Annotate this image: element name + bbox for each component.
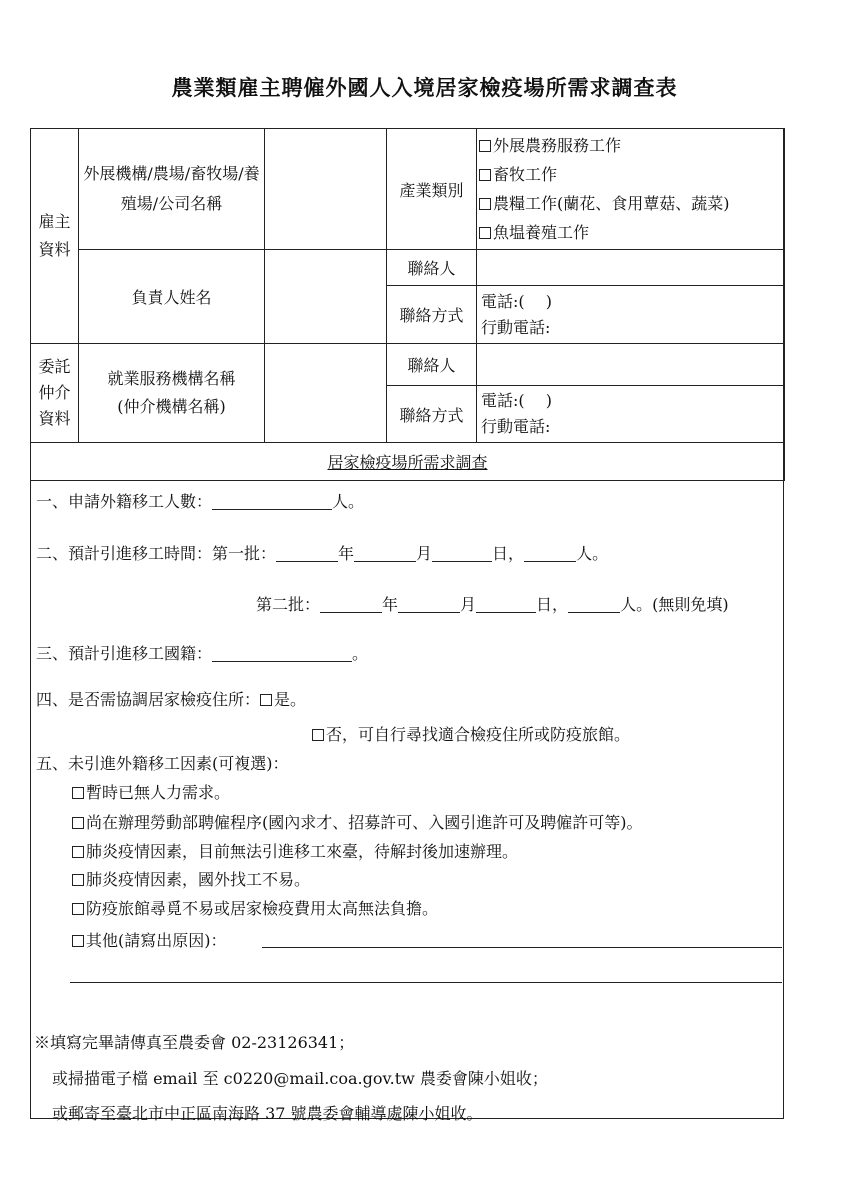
company-name-label: 外展機構/農場/畜牧場/養殖場/公司名稱 xyxy=(79,129,265,250)
agency-contact-method-label: 聯絡方式 xyxy=(387,386,477,443)
agency-section-label: 委託仲介資料 xyxy=(31,344,79,443)
agency-contact-method-field[interactable] xyxy=(477,386,785,443)
q2b-label: 第二批： xyxy=(256,595,321,614)
checkbox-icon[interactable] xyxy=(72,874,84,886)
q1-suffix: 人。 xyxy=(332,492,365,511)
industry-option[interactable]: 外展農務服務工作 xyxy=(479,131,780,160)
month-field[interactable] xyxy=(398,596,460,613)
industry-options xyxy=(477,129,785,250)
q3-row xyxy=(36,641,368,664)
q5-option: 暫時已無人力需求。 xyxy=(72,780,230,803)
footer-fax-line: ※填寫完畢請傳真至農委會 02-23126341； xyxy=(34,1033,355,1052)
day-field[interactable] xyxy=(476,596,536,613)
industry-option[interactable]: 畜牧工作 xyxy=(479,160,780,189)
page-title: 農業類雇主聘僱外國人入境居家檢疫場所需求調查表 xyxy=(171,75,678,100)
checkbox-icon[interactable] xyxy=(72,935,84,947)
survey-heading-cell xyxy=(31,443,785,481)
q3-label: 三、預計引進移工國籍： xyxy=(36,644,213,663)
q3-suffix: 。 xyxy=(352,644,369,663)
q4-row xyxy=(36,687,306,710)
info-table xyxy=(30,128,785,481)
footer-email-line: 或掃描電子檔 email 至 c0220@mail.coa.gov.tw 農委會陳小姐收； xyxy=(52,1069,548,1088)
agency-name-field[interactable] xyxy=(265,344,387,443)
day-unit: 日， xyxy=(536,595,569,614)
checkbox-icon[interactable] xyxy=(479,227,491,239)
q5-option: 尚在辦理勞動部聘僱程序(國內求才、招募許可、入國引進許可及聘僱許可等)。 xyxy=(72,810,643,833)
year-field[interactable] xyxy=(276,545,338,562)
month-field[interactable] xyxy=(354,545,416,562)
q5-option: 肺炎疫情因素，國外找工不易。 xyxy=(72,867,310,890)
employer-section-label: 雇主資料 xyxy=(31,129,79,344)
q5-option: 肺炎疫情因素，目前無法引進移工來臺，待解封後加速辦理。 xyxy=(72,839,518,862)
q2b-note: (無則免填) xyxy=(652,595,729,614)
q4-label: 四、是否需協調居家檢疫住所： xyxy=(36,690,261,709)
people-unit: 人。 xyxy=(576,544,609,563)
industry-option[interactable]: 農糧工作(蘭花、食用蕈菇、蔬菜) xyxy=(479,189,780,218)
q1-row xyxy=(36,489,364,512)
footer-mail-line: 或郵寄至臺北市中正區南海路 37 號農委會輔導處陳小姐收。 xyxy=(52,1104,483,1123)
mobile-label: 行動電話: xyxy=(481,317,551,337)
agency-contact-person-label: 聯絡人 xyxy=(387,344,477,386)
q1-worker-count-field[interactable] xyxy=(212,493,332,510)
phone-label: 電話:( ) xyxy=(481,391,552,410)
q5-other-reason-field[interactable] xyxy=(262,947,782,948)
owner-name-label: 負責人姓名 xyxy=(79,250,265,344)
q5-other-option: 其他(請寫出原因)： xyxy=(72,928,227,951)
day-field[interactable] xyxy=(432,545,492,562)
q4-no-checkbox-icon[interactable] xyxy=(312,729,324,741)
industry-option[interactable]: 魚塭養殖工作 xyxy=(479,218,780,247)
q4-yes-checkbox-icon[interactable] xyxy=(260,694,272,706)
q5-label: 五、未引進外籍移工因素(可複選)： xyxy=(36,754,289,773)
people-field[interactable] xyxy=(524,545,576,562)
agency-name-label: 就業服務機構名稱(仲介機構名稱) xyxy=(79,344,265,443)
company-name-field[interactable] xyxy=(265,129,387,250)
year-unit: 年 xyxy=(382,595,399,614)
people-field[interactable] xyxy=(568,596,620,613)
owner-name-field[interactable] xyxy=(265,250,387,344)
month-unit: 月 xyxy=(460,595,477,614)
contact-person-field[interactable] xyxy=(477,250,785,286)
checkbox-icon[interactable] xyxy=(72,817,84,829)
q5-other-reason-field-2[interactable] xyxy=(70,982,782,983)
q5-option: 防疫旅館尋覓不易或居家檢疫費用太高無法負擔。 xyxy=(72,896,438,919)
q2-label: 二、預計引進移工時間：第一批： xyxy=(36,544,277,563)
mobile-label: 行動電話: xyxy=(481,417,551,436)
q3-nationality-field[interactable] xyxy=(212,645,352,662)
month-unit: 月 xyxy=(416,544,433,563)
checkbox-icon[interactable] xyxy=(72,846,84,858)
industry-label: 產業類別 xyxy=(387,129,477,250)
checkbox-icon[interactable] xyxy=(479,198,491,210)
q1-label: 一、申請外籍移工人數： xyxy=(36,492,213,511)
q4-yes-label: 是。 xyxy=(274,690,307,709)
people-unit: 人。 xyxy=(620,595,653,614)
q4-no-row xyxy=(312,722,630,745)
day-unit: 日， xyxy=(492,544,525,563)
agency-contact-person-field[interactable] xyxy=(477,344,785,386)
year-field[interactable] xyxy=(320,596,382,613)
checkbox-icon[interactable] xyxy=(479,140,491,152)
contact-method-field[interactable] xyxy=(477,286,785,344)
year-unit: 年 xyxy=(338,544,355,563)
checkbox-icon[interactable] xyxy=(479,169,491,181)
contact-person-label: 聯絡人 xyxy=(387,250,477,286)
contact-method-label: 聯絡方式 xyxy=(387,286,477,344)
checkbox-icon[interactable] xyxy=(72,787,84,799)
checkbox-icon[interactable] xyxy=(72,903,84,915)
phone-label: 電話:( ) xyxy=(481,291,552,311)
survey-heading: 居家檢疫場所需求調查 xyxy=(327,453,488,472)
q4-no-label: 否，可自行尋找適合檢疫住所或防疫旅館。 xyxy=(326,725,631,744)
q2-second-batch-row xyxy=(256,592,729,615)
q2-first-batch-row xyxy=(36,541,608,564)
